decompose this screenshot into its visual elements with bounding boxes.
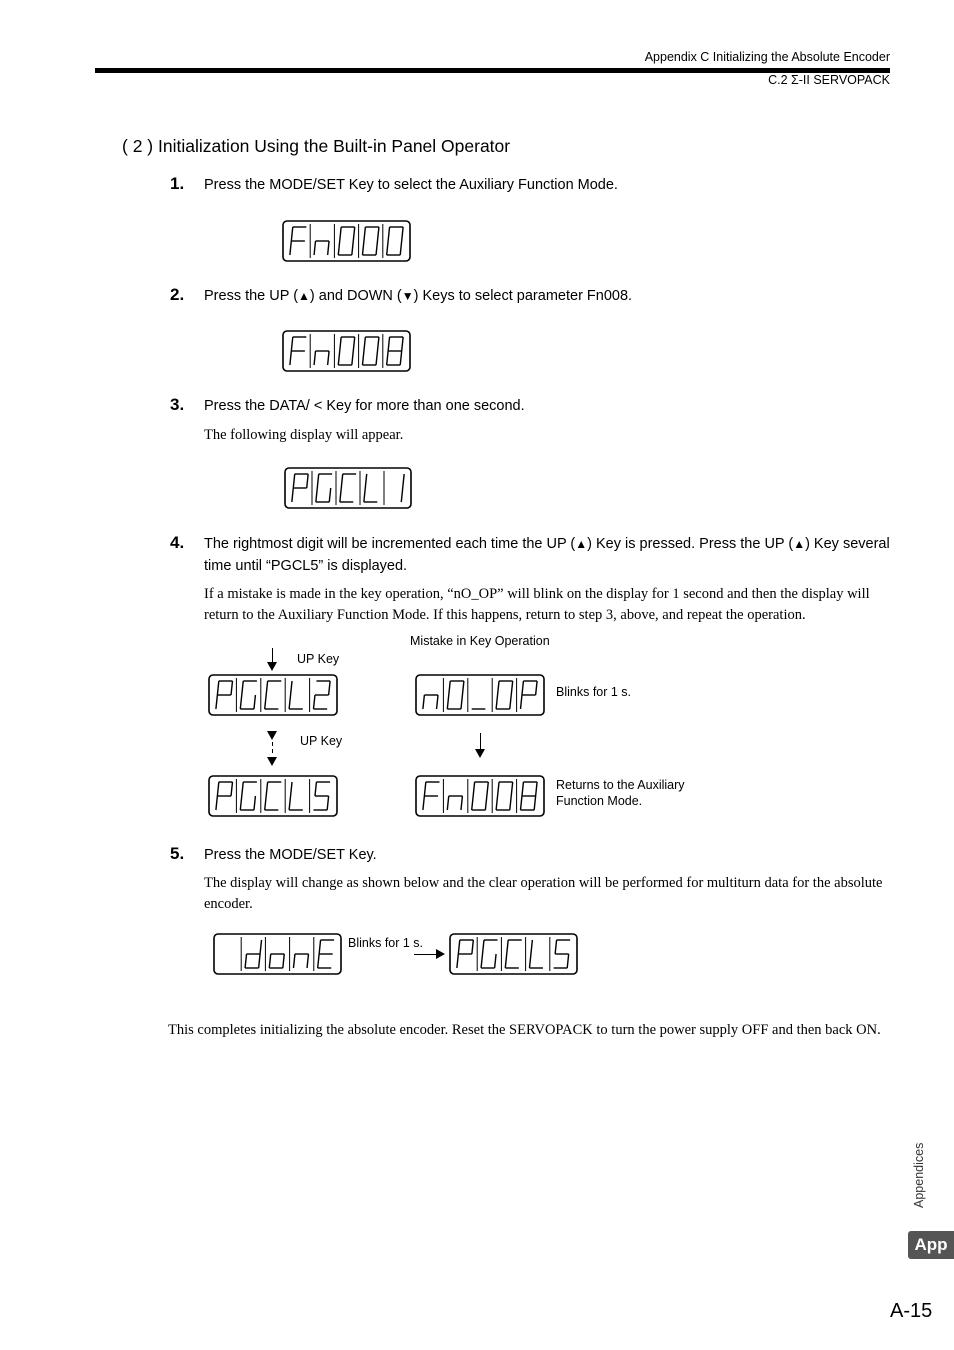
arrow-shaft	[414, 954, 438, 955]
down-arrow-icon	[267, 757, 277, 766]
app-badge: App	[908, 1231, 954, 1259]
down-triangle-icon: ▼	[401, 289, 414, 303]
side-tab-label: Appendices	[912, 1142, 926, 1208]
step-number-4: 4.	[170, 533, 185, 552]
step-text-2	[204, 285, 894, 307]
up-key-label-2: UP Key	[300, 734, 343, 748]
returns-label-line1: Returns to the Auxiliary	[556, 778, 685, 792]
step4-text-b: ) Key is pressed. Press the UP (	[587, 536, 794, 552]
arrow-shaft	[480, 733, 481, 750]
blinks-label-1: Blinks for 1 s.	[556, 685, 632, 699]
section-title: ( 2 ) Initialization Using the Built-in Panel Operator	[122, 136, 511, 156]
page-number: A-15	[890, 1300, 933, 1322]
step-number-3: 3.	[170, 395, 185, 414]
blinks-label-2: Blinks for 1 s.	[348, 936, 424, 950]
down-arrow-icon	[267, 662, 277, 671]
up-key-label-1: UP Key	[297, 652, 340, 666]
header-chapter-title: Appendix C Initializing the Absolute Encoder	[644, 50, 890, 64]
dash	[272, 742, 273, 746]
returns-label	[556, 777, 685, 809]
right-arrow-icon	[436, 949, 445, 959]
step4-text-a: The rightmost digit will be incremented each time the UP (	[204, 536, 576, 552]
step-number-1: 1.	[170, 174, 185, 193]
up-triangle-icon: ▲	[298, 289, 310, 303]
returns-label-line2: Function Mode.	[556, 794, 643, 808]
step-text-4	[204, 533, 894, 577]
up-triangle-icon: ▲	[793, 537, 806, 551]
step-note-5: The display will change as shown below and the clear operation will be performed for multiturn data for the absolute encoder.	[204, 875, 883, 912]
panel-display-pgcl5-final	[449, 933, 578, 975]
panel-display-pgcl1	[284, 467, 412, 509]
step-text-1: Press the MODE/SET Key to select the Auxiliary Function Mode.	[204, 177, 618, 193]
panel-display-done	[213, 933, 342, 975]
step4-text-c: ) Key several time until “PGCL5” is displayed.	[204, 536, 890, 574]
dash	[272, 749, 273, 753]
step-number-5: 5.	[170, 844, 185, 863]
header-section-title: C.2 Σ-II SERVOPACK	[768, 73, 890, 87]
panel-display-fn000	[282, 220, 411, 262]
panel-display-no-op	[415, 674, 545, 716]
panel-display-pgcl2	[208, 674, 338, 716]
step-note-4: If a mistake is made in the key operation, “nO_OP” will blink on the display for 1 second and then the display will return to the Auxiliary Function Mode. If this happens, return to step 3, above, and repeat the operation.	[204, 586, 870, 623]
up-triangle-icon: ▲	[575, 537, 588, 551]
step2-text-c: ) Keys to select parameter Fn008.	[413, 288, 633, 304]
step2-text-a: Press the UP (	[204, 288, 299, 304]
mistake-title: Mistake in Key Operation	[410, 634, 550, 648]
step-text-3: Press the DATA/ < Key for more than one second.	[204, 398, 525, 414]
closing-paragraph: This completes initializing the absolute encoder. Reset the SERVOPACK to turn the power supply OFF and then back ON.	[168, 1022, 881, 1038]
side-tab-appendices	[908, 1132, 930, 1212]
step-number-2: 2.	[170, 285, 185, 304]
step2-text-b: ) and DOWN (	[309, 288, 402, 304]
panel-display-fn008	[282, 330, 411, 372]
step-text-5: Press the MODE/SET Key.	[204, 847, 377, 863]
step-note-3: The following display will appear.	[204, 427, 404, 443]
panel-display-fn008-return	[415, 775, 545, 817]
down-arrow-icon	[475, 749, 485, 758]
down-arrow-icon	[267, 731, 277, 740]
panel-display-pgcl5	[208, 775, 338, 817]
